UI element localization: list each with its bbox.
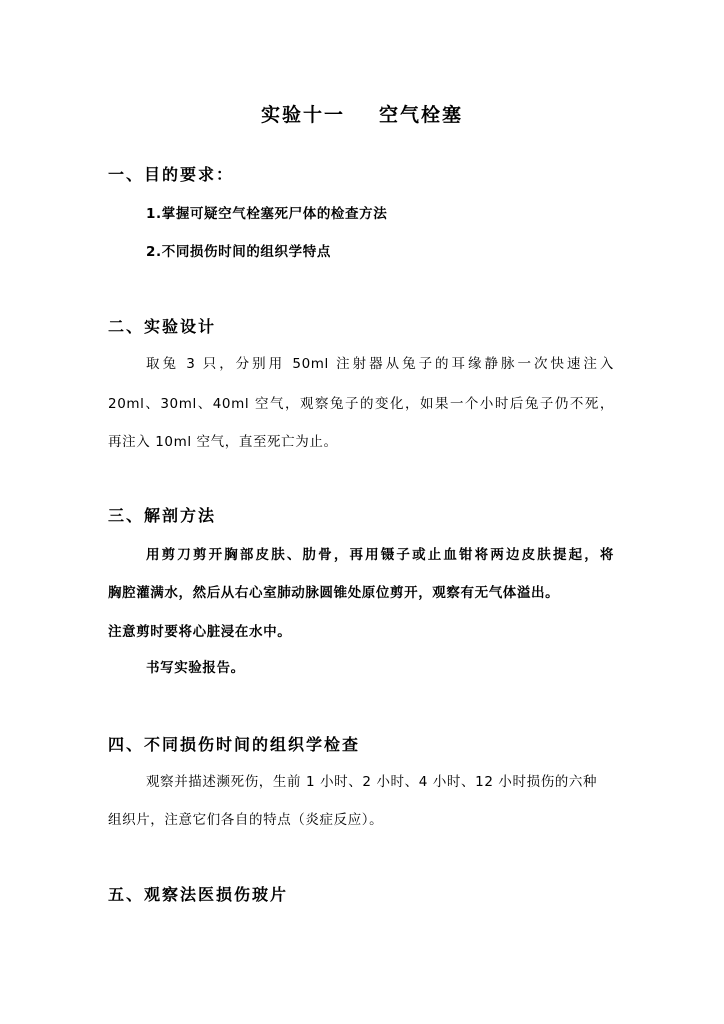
dissection-line-3: 注意剪时要将心脏浸在水中。 [108,624,292,640]
dissection-line-2: 胸腔灌满水，然后从右心室肺动脉圆锥处原位剪开，观察有无气体溢出。 [108,585,560,601]
dissection-line-1: 用剪刀剪开胸部皮肤、肋骨，再用镊子或止血钳将两边皮肤提起，将 [146,547,614,563]
page-title [0,100,724,127]
title-experiment-number: 实验十一 [260,104,345,126]
objective-line-2: 2.不同损伤时间的组织学特点 [146,244,331,260]
section-heading-histology: 四、不同损伤时间的组织学检查 [108,735,361,754]
design-line-3: 再注入 10ml 空气，直至死亡为止。 [108,434,338,450]
section-heading-objectives: 一、目的要求： [108,165,235,184]
title-topic: 空气栓塞 [379,104,464,126]
design-line-2: 20ml、30ml、40ml 空气，观察兔子的变化，如果一个小时后兔子仍不死， [108,396,614,412]
section-heading-slides: 五、观察法医损伤玻片 [108,885,289,904]
design-line-1: 取兔 3 只，分别用 50ml 注射器从兔子的耳缘静脉一次快速注入 [146,356,614,372]
section-heading-design: 二、实验设计 [108,317,217,336]
histology-line-1: 观察并描述濒死伤，生前 1 小时、2 小时、4 小时、12 小时损伤的六种 [146,774,598,790]
objective-line-1: 1.掌握可疑空气栓塞死尸体的检查方法 [146,206,388,222]
dissection-line-4: 书写实验报告。 [146,660,245,676]
section-heading-dissection: 三、解剖方法 [108,506,217,525]
histology-line-2: 组织片，注意它们各自的特点（炎症反应）。 [108,812,384,828]
